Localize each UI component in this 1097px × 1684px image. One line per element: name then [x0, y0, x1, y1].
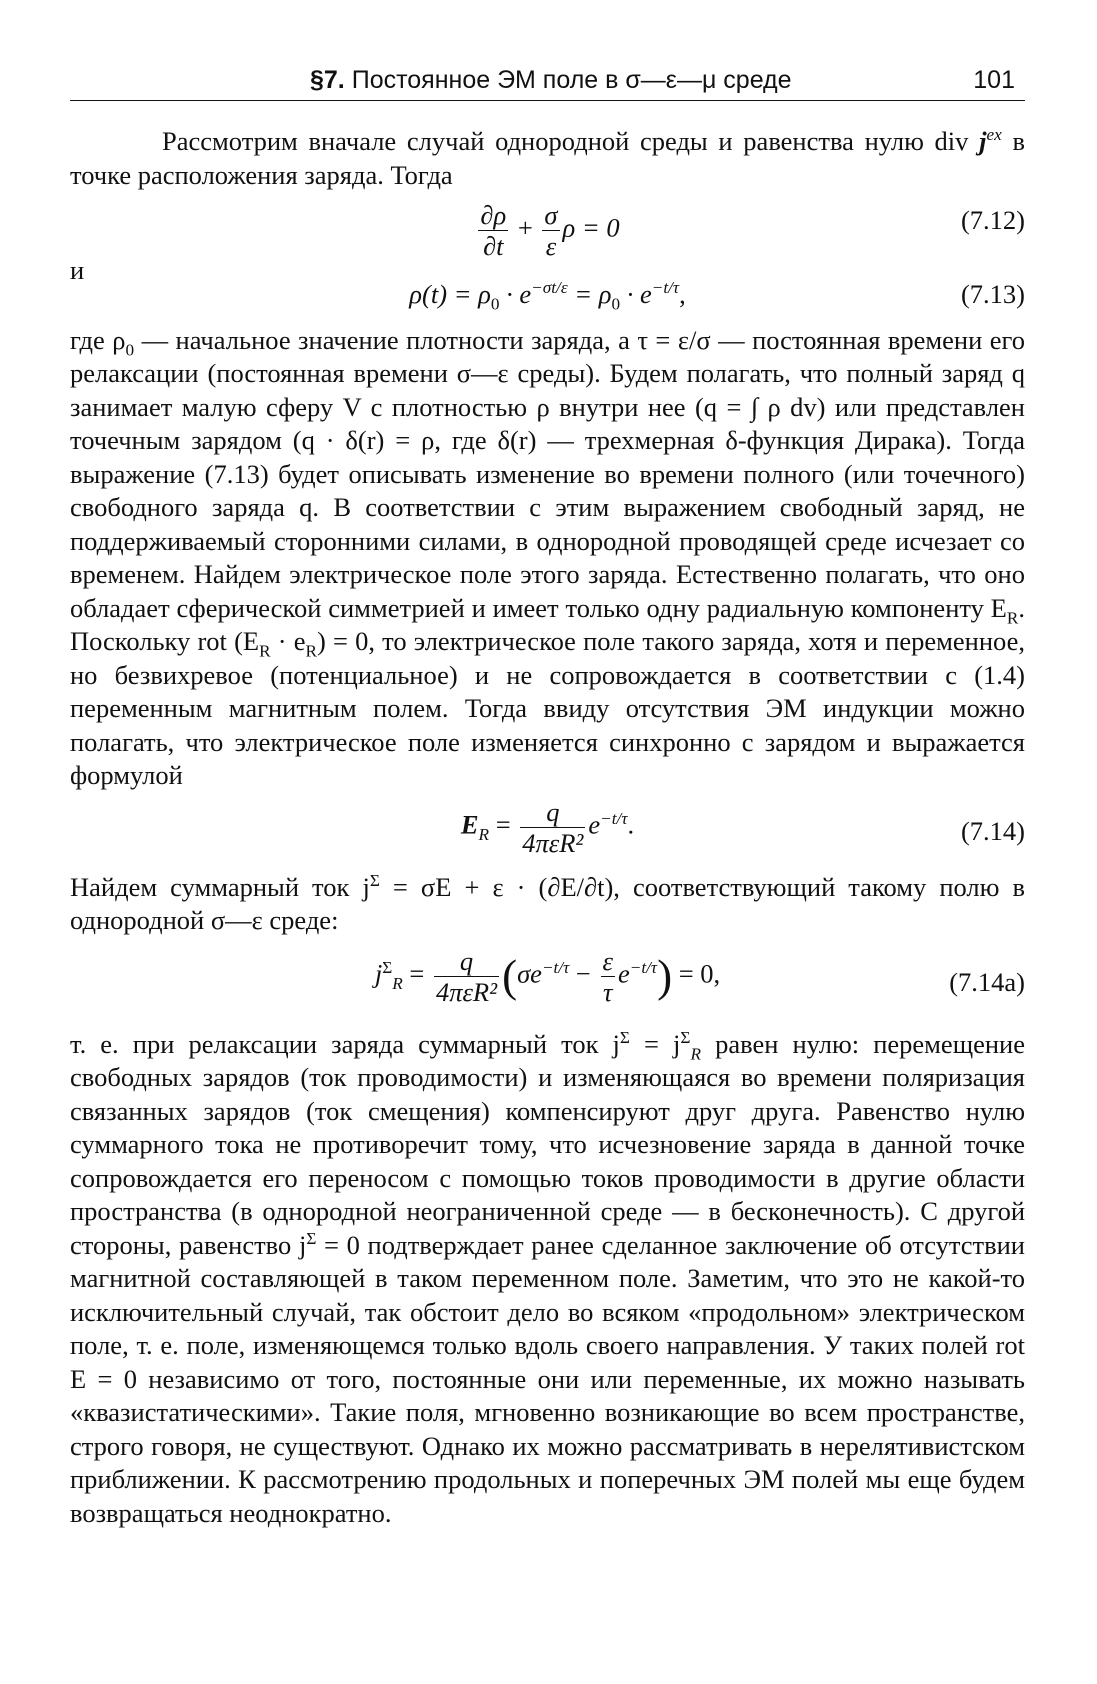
equation-7-13: $\rho(t) = \rho_0 \cdot e^{-\sigma t/\varepsilon} = \rho_0 \cdot e^{-t/\tau}$, (7.13) — [409, 277, 1025, 313]
page — [70, 60, 1025, 1650]
conjunction: и — [70, 255, 85, 285]
running-head — [70, 60, 1025, 101]
paragraph-total-current: Найдем суммарный ток $j^\Sigma = \sigma E + \varepsilon \cdot (\partial E/\partial t)$, соответствующий такому полю в однородной σ—ε среде: — [70, 870, 1025, 935]
equation-number: (7.14a) — [949, 966, 1025, 997]
equation-number: (7.13) — [960, 278, 1025, 309]
equation-7-14a: $j^\Sigma_R$ = $\frac{q}{\text{4πεR²}}$ ($\sigma e^{-t/\tau}$ − $\frac{\varepsilon}{\tau}$ $e^{-t/\tau}) = 0$, (7.14a) — [374, 945, 1025, 1007]
page-number: 101 — [973, 66, 1015, 94]
equation-number: (7.14) — [960, 815, 1025, 846]
paragraph-intro: Рассмотрим вначале случай однородной среды и равенства нулю div $j^{ex}$ в точке расположения заряда. Тогда — [70, 125, 1026, 190]
equation-7-12: $\frac{\partial\rho}{\partial t}$ + $\frac{\sigma}{\varepsilon}$ ρ = 0 (7.12) — [480, 200, 1025, 261]
equation-7-14: $E_R$ = $\frac{q}{\text{4πεR²}}$ $e^{-t/\tau}$. (7.14) — [460, 796, 1025, 858]
section-title: §7. Постоянное ЭМ поле в σ—ε—μ среде — [310, 66, 792, 94]
paragraph-conclusion: т. е. при релаксации заряда суммарный ток $j^\Sigma = j^\Sigma_R$ равен нулю: перемещение свободных зарядов (ток проводимости) и изменяющаяся во времени поляризация связанных зарядов (ток смещения) компенсируют друг друга. Равенство нулю суммарного тока не противоречит тому, что исчезновение заряда в данной точке сопровождается его переносом с помощью токов проводимости в другие области пространства (в однородной неограниченной среде — в бесконечность). С другой стороны, равенство $j^\Sigma = 0$ подтверждает ранее сделанное заключение об отсутствии магнитной составляющей в таком переменном поле. Заметим, что это не какой-то исключительный случай, так обстоит дело во всяком «продольном» электрическом поле, т. е. поле, изменяющемся только вдоль своего направления. У таких полей rot E = 0 независимо от того, постоянные они или переменные, их можно называть «квазистатическими». Такие поля, мгновенно возникающие во всем пространстве, строго говоря, не существуют. Однако их можно рассматривать в нерелятивистском приближении. К рассмотрению продольных и поперечных ЭМ полей мы еще будем возвращаться неоднократно. — [70, 1027, 1025, 1528]
equation-number: (7.12) — [960, 205, 1025, 235]
paragraph-relaxation: где $\rho_0$ — начальное значение плотности заряда, а τ = ε/σ — постоянная времени его релаксации (постоянная времени σ—ε среды). Будем полагать, что полный заряд q занимает малую сферу V с плотностью ρ внутри нее (q = ∫ ρ dv) или представлен точечным зарядом (q · δ(r) = ρ, где δ(r) — трехмерная δ-функция Дирака). Тогда выражение (7.13) будет описывать изменение во времени полного (или точечного) свободного заряда q. В соответствии с этим выражением свободный заряд, не поддерживаемый сторонними силами, в однородной проводящей среде исчезает со временем. Найдем электрическое поле этого заряда. Естественно полагать, что оно обладает сферической симметрией и имеет только одну радиальную компоненту $E_R$. Поскольку rot $(E_R \cdot e_R) = 0$, то электрическое поле такого заряда, хотя и переменное, но безвихревое (потенциальное) и не сопровождается в соответствии с (1.4) переменным магнитным полем. Тогда ввиду отсутствия ЭМ индукции можно полагать, что электрическое поле изменяется синхронно с зарядом и выражается формулой — [70, 324, 1026, 790]
